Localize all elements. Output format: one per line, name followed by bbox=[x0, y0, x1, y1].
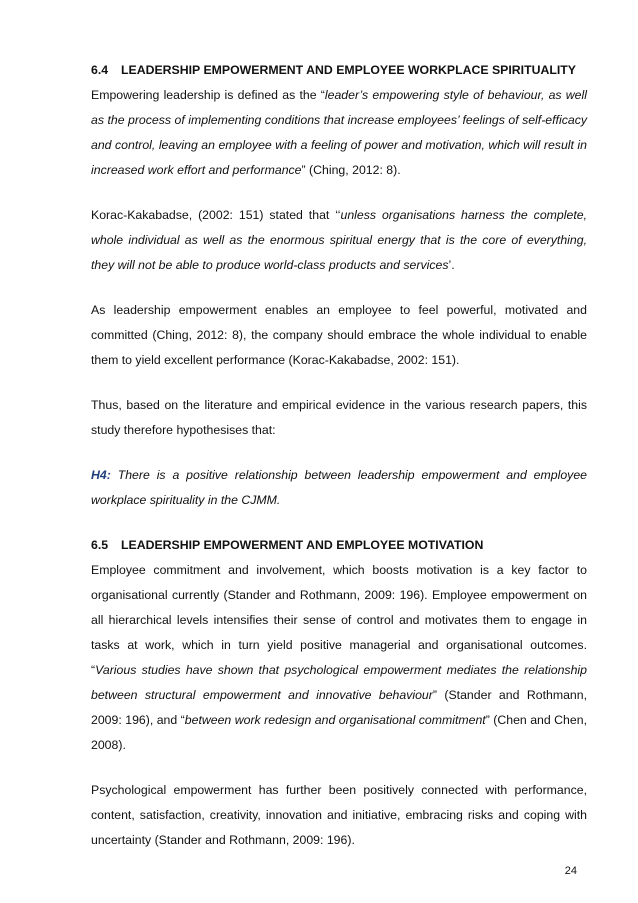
quote: leader’s empowering style of behaviour, as well as the process of implementing conditions that increase employees’ feelings of self-efficacy and control, leaving an employee with a feeling of power and motivation, which will result in increased work effort and performance bbox=[91, 88, 587, 177]
paragraph-leadership-empowerment: As leadership empowerment enables an employee to feel powerful, motivated and committed (Ching, 2012: 8), the company should embrace the whole individual to enable them to yield excellent performance (Korac-Kakabadse, 2002: 151). bbox=[91, 303, 587, 367]
section-heading-6-5 bbox=[91, 533, 587, 558]
section-title: LEADERSHIP EMPOWERMENT AND EMPLOYEE MOTIVATION bbox=[121, 538, 484, 552]
hypothesis-text: There is a positive relationship between leadership empowerment and employee workplace spirituality in the CJMM. bbox=[91, 468, 587, 507]
section-heading-6-4 bbox=[91, 58, 587, 83]
hypothesis-h4 bbox=[91, 463, 587, 513]
quote: unless organisations harness the complete, whole individual as well as the enormous spiritual energy that is the core of everything, they will not be able to produce world-class products and services bbox=[91, 208, 587, 272]
paragraph-korac-kakabadse: Korac-Kakabadse, (2002: 151) stated that ‘‘unless organisations harness the complete, whole individual as well as the enormous spiritual energy that is the core of everything, they will not be able to produce world-class products and services’. bbox=[91, 208, 587, 272]
paragraph-hypothesis-intro: Thus, based on the literature and empirical evidence in the various research papers, this study therefore hypothesises that: bbox=[91, 398, 587, 437]
paragraph-empowering-leadership: Empowering leadership is defined as the “leader’s empowering style of behaviour, as well as the process of implementing conditions that increase employees’ feelings of self-efficacy and control, leaving an employee with a feeling of power and motivation, which will result in increased work effort and performance” (Ching, 2012: 8). bbox=[91, 88, 587, 177]
hypothesis-label: H4: bbox=[91, 468, 111, 482]
document-page bbox=[91, 58, 587, 853]
quote: Various studies have shown that psychological empowerment mediates the relationship between structural empowerment and innovative behaviour bbox=[91, 663, 587, 702]
page-number: 24 bbox=[564, 865, 577, 877]
paragraph-employee-commitment: Employee commitment and involvement, which boosts motivation is a key factor to organisational currently (Stander and Rothmann, 2009: 196). Employee empowerment on all hierarchical levels intensifies their sense of control and motivates them to engage in tasks at work, which in turn yield positive managerial and organisational outcomes. “Various studies have shown that psychological empowerment mediates the relationship between structural empowerment and innovative behaviour” (Stander and Rothmann, 2009: 196), and “between work redesign and organisational commitment” (Chen and Chen, 2008). bbox=[91, 563, 587, 752]
section-title: LEADERSHIP EMPOWERMENT AND EMPLOYEE WORKPLACE SPIRITUALITY bbox=[121, 63, 577, 77]
section-number: 6.5 bbox=[91, 538, 109, 552]
quote: between work redesign and organisational commitment bbox=[184, 713, 486, 727]
section-number: 6.4 bbox=[91, 63, 109, 77]
paragraph-psychological-empowerment: Psychological empowerment has further been positively connected with performance, content, satisfaction, creativity, innovation and initiative, embracing risks and coping with uncertainty (Stander and Rothmann, 2009: 196). bbox=[91, 783, 587, 847]
